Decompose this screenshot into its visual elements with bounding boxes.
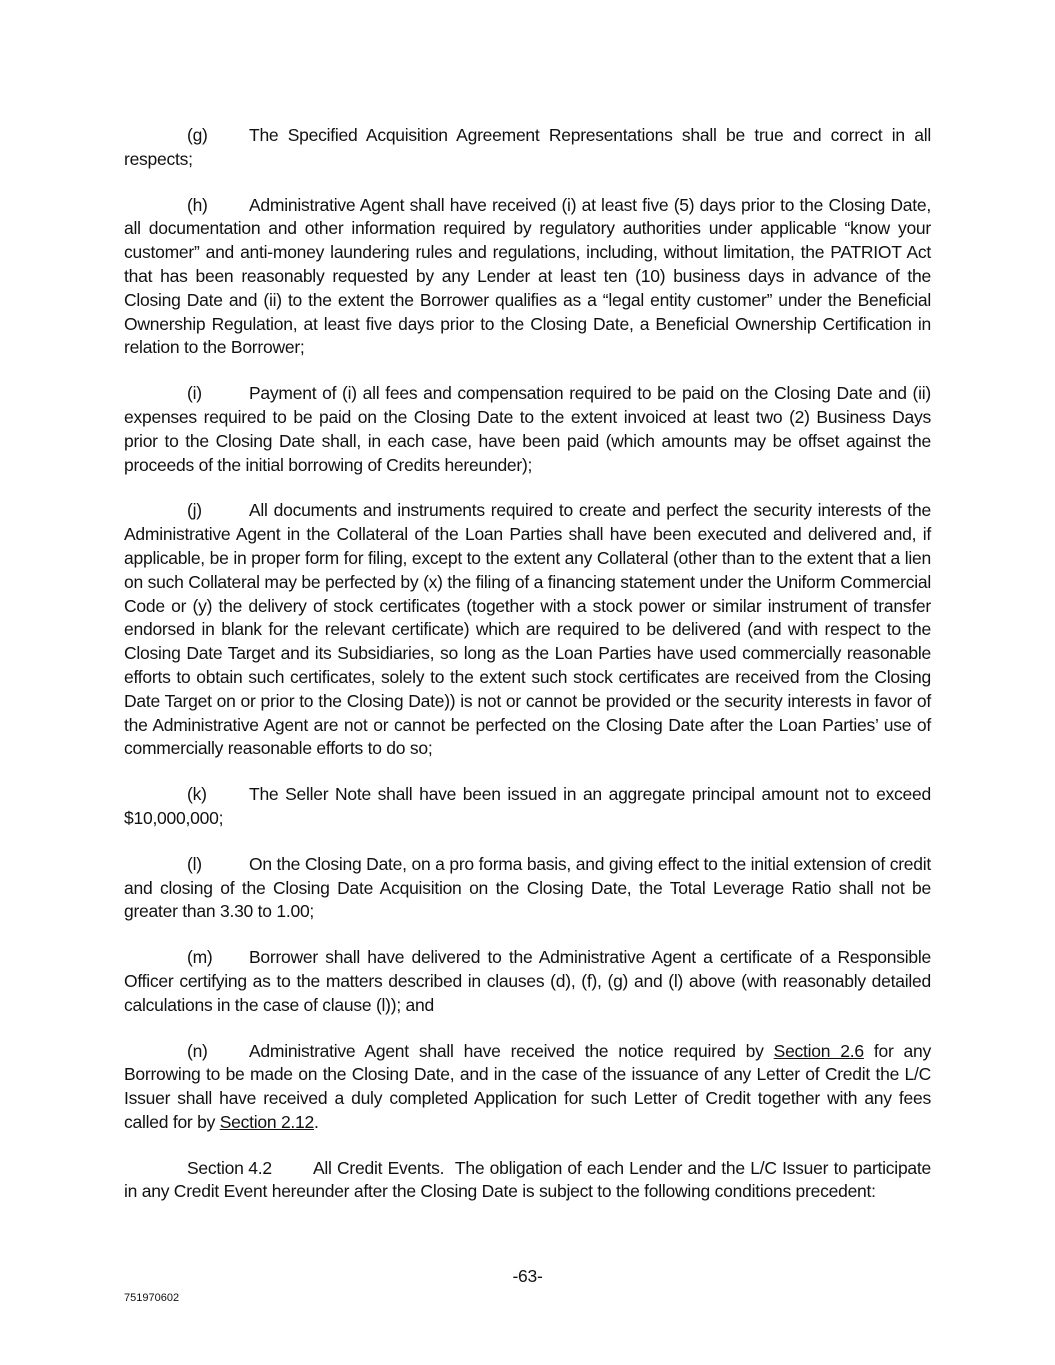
clause-label: (i) [187,383,202,404]
clause-k [124,783,931,831]
clause-m [124,946,931,1017]
document-body [124,124,931,1226]
section-heading: All Credit Events. [313,1157,445,1178]
clause-label: (h) [187,194,208,215]
clause-g [124,124,931,172]
clause-j [124,499,931,761]
clause-label: (m) [187,947,213,968]
clause-text: The Seller Note shall have been issued in an aggregate principal amount not to exceed $10,000,000; [124,784,931,828]
clause-l [124,853,931,924]
clause-label: (n) [187,1040,208,1061]
section-label: Section 4.2 [187,1157,272,1178]
clause-i [124,382,931,477]
document-id: 751970602 [124,1292,180,1304]
clause-text: The Specified Acquisition Agreement Representations shall be true and correct in all respects; [124,125,931,169]
clause-label: (k) [187,784,207,805]
clause-n [124,1040,931,1135]
section-text: The obligation of each Lender and the L/C Issuer to participate in any Credit Event hereunder after the Closing Date is subject to the following conditions precedent: [124,1157,932,1202]
page-number: -63- [512,1266,543,1286]
clause-text: Borrower shall have delivered to the Administrative Agent a certificate of a Responsible Officer certifying as to the matters described in clauses (d), (f), (g) and (l) above (with reasonably detailed calculations in the case of clause (l)); and [124,947,931,1015]
clause-text: On the Closing Date, on a pro forma basis, and giving effect to the initial extension of credit and closing of the Closing Date Acquisition on the Closing Date, the Total Leverage Ratio shall not be greater than 3.30 to 1.00; [124,853,931,922]
clause-label: (g) [187,125,208,145]
clause-text: Administrative Agent shall have received (i) at least five (5) days prior to the Closing Date, all documentation and other information required by regulatory authorities under applicable “know your customer” and anti-money laundering rules and regulations, including, without limitation, the PATRIOT Act that has been reasonably requested by any Lender at least ten (10) business days in advance of the Closing Date and (ii) to the extent the Borrower qualifies as a “legal entity customer” under the Beneficial Ownership Regulation, at least five days prior to the Closing Date, a Beneficial Ownership Certification in relation to the Borrower; [124,194,931,358]
clause-text: Payment of (i) all fees and compensation required to be paid on the Closing Date and (ii) expenses required to be paid on the Closing Date to the extent invoiced at least two (2) Business Days prior to the Closing Date shall, in each case, have been paid (which amounts may be offset against the proceeds of the initial borrowing of Credits hereunder); [124,383,931,475]
clause-label: (l) [187,853,202,874]
clause-label: (j) [187,500,202,521]
section-2-12-link[interactable]: Section 2.12 [219,1111,315,1132]
clause-text: All documents and instruments required to create and perfect the security interests of the Administrative Agent in the Collateral of the Loan Parties shall have been executed and delivered and, if applicable, be in proper form for filing, except to the extent any Collateral (other than to the extent that a lien on such Collateral may be perfected by (x) the filing of a financing statement under the Uniform Commercial Code or (y) the delivery of stock certificates (together with a stock power or similar instrument of transfer endorsed in blank for the relevant certificate) which are required to be delivered (and with respect to the Closing Date Target and its Subsidiaries, so long as the Loan Parties have used commercially reasonable efforts to obtain such certificates, solely to the extent such stock certificates are received from the Closing Date Target on or prior to the Closing Date)) is not or cannot be provided or the security interests in favor of the Administrative Agent are not or cannot be perfected on the Closing Date after the Loan Parties’ use of commercially reasonable efforts to do so; [124,500,931,759]
section-2-6-link[interactable]: Section 2.6 [773,1040,864,1061]
clause-text-end: . [314,1111,319,1132]
clause-text: Administrative Agent shall have received the notice required by [249,1040,774,1061]
section-4-2 [124,1157,931,1205]
clause-h [124,194,931,361]
clause-text-continued: for any Borrowing to be made on the Closing Date, and in the case of the issuance of any Letter of Credit the L/C Issuer shall have received a duly completed Application for such Letter of Credit together with any fees called for by [124,1040,931,1132]
